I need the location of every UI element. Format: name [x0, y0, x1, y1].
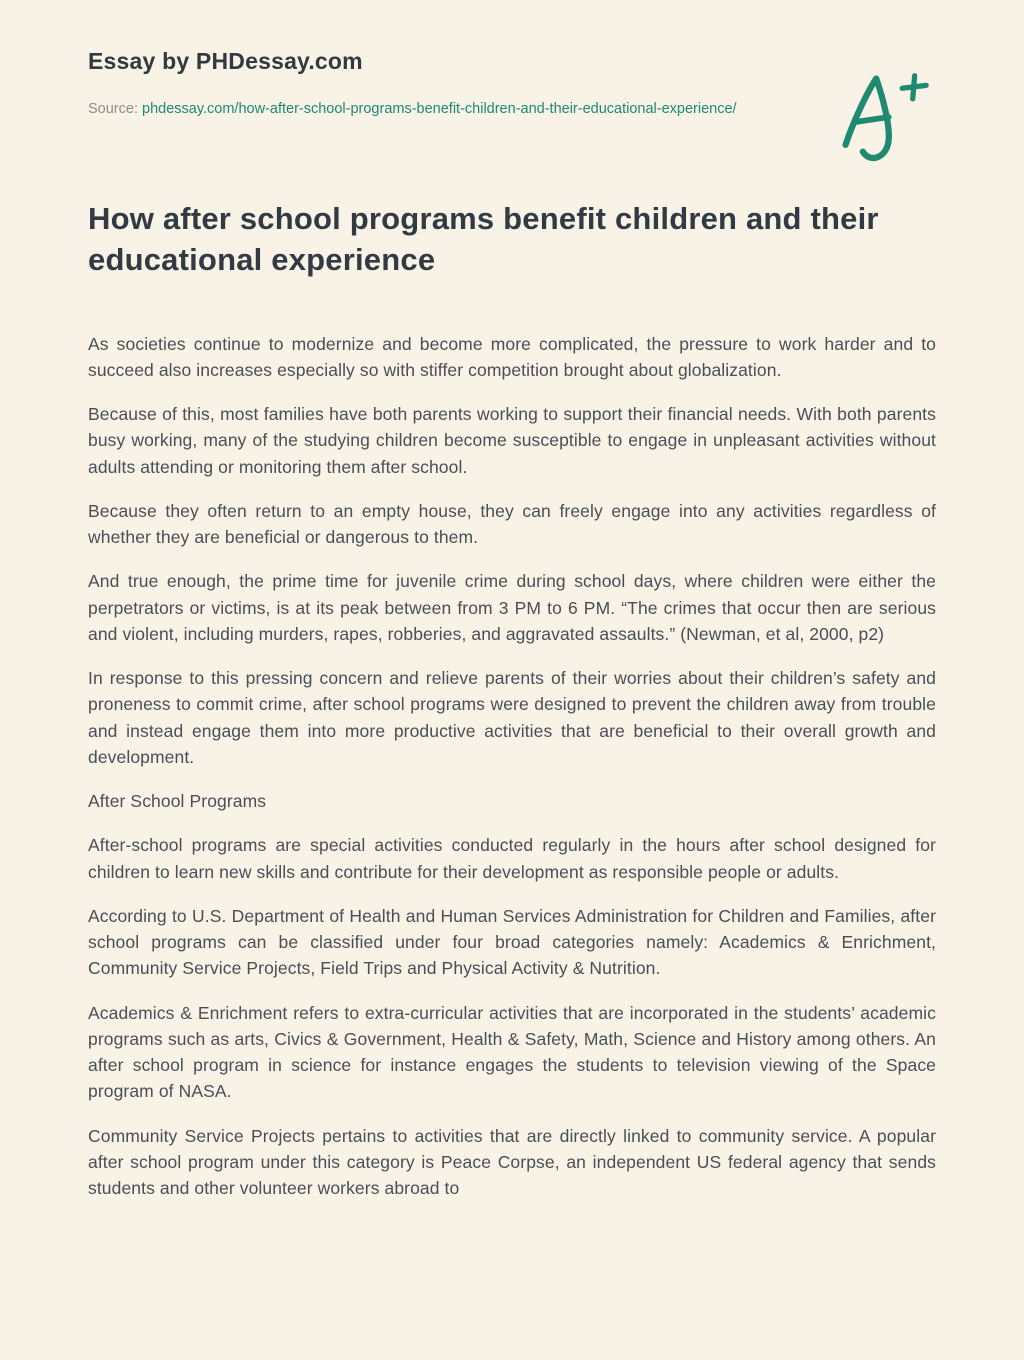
paragraph: According to U.S. Department of Health and Human Services Administration for Children and Families, after school programs can be classified under four broad categories namely: Academics & Enrichment, Community Service Projects, Field Trips and Physical Activity & Nutrition. [88, 905, 936, 979]
source-label: Source: [88, 101, 138, 117]
paragraph: In response to this pressing concern and relieve parents of their worries about their children’s safety and proneness to commit crime, after school programs were designed to prevent the children away from trouble and instead engage them into more productive activities that are beneficial to their overall growth and development. [88, 668, 936, 767]
phdessay-logo [834, 68, 930, 168]
section-heading: After School Programs [88, 791, 267, 812]
paragraph: After-school programs are special activities conducted regularly in the hours after school designed for children to learn new skills and contribute for their development as responsible people or adults. [88, 835, 936, 882]
byline: Essay by PHDessay.com [88, 48, 363, 74]
a-plus-logo-icon [834, 68, 930, 168]
paragraph: Because of this, most families have both parents working to support their financial needs. With both parents busy working, many of the studying children become susceptible to engage in unpleasant activities without adults attending or monitoring them after school. [88, 404, 936, 477]
paragraph: As societies continue to modernize and become more complicated, the pressure to work harder and to succeed also increases especially so with stiffer competition brought about globalization. [88, 333, 936, 380]
source-url-link[interactable]: phdessay.com/how-after-school-programs-benefit-children-and-their-educational-experience/ [142, 101, 737, 117]
paragraph: Academics & Enrichment refers to extra-curricular activities that are incorporated in the students’ academic programs such as arts, Civics & Government, Health & Safety, Math, Science and History among others. An after school program in science for instance engages the students to television viewing of the Space program of NASA. [88, 1002, 936, 1102]
page-header [88, 48, 936, 121]
source-line [88, 99, 778, 121]
paragraph: And true enough, the prime time for juvenile crime during school days, where children were either the perpetrators or victims, is at its peak between from 3 PM to 6 PM. “The crimes that occur then are serious and violent, including murders, rapes, robberies, and aggravated assaults.” (Newman, et al, 2000, p2) [88, 571, 936, 644]
essay-body [88, 331, 936, 1202]
paragraph: Because they often return to an empty house, they can freely engage into any activities regardless of whether they are beneficial or dangerous to them. [88, 500, 936, 548]
page-title: How after school programs benefit children and their educational experience [88, 200, 879, 277]
paragraph: Community Service Projects pertains to activities that are directly linked to community service. A popular after school program under this category is Peace Corpse, an independent US federal agency that sends students and other volunteer workers abroad to [88, 1125, 936, 1199]
